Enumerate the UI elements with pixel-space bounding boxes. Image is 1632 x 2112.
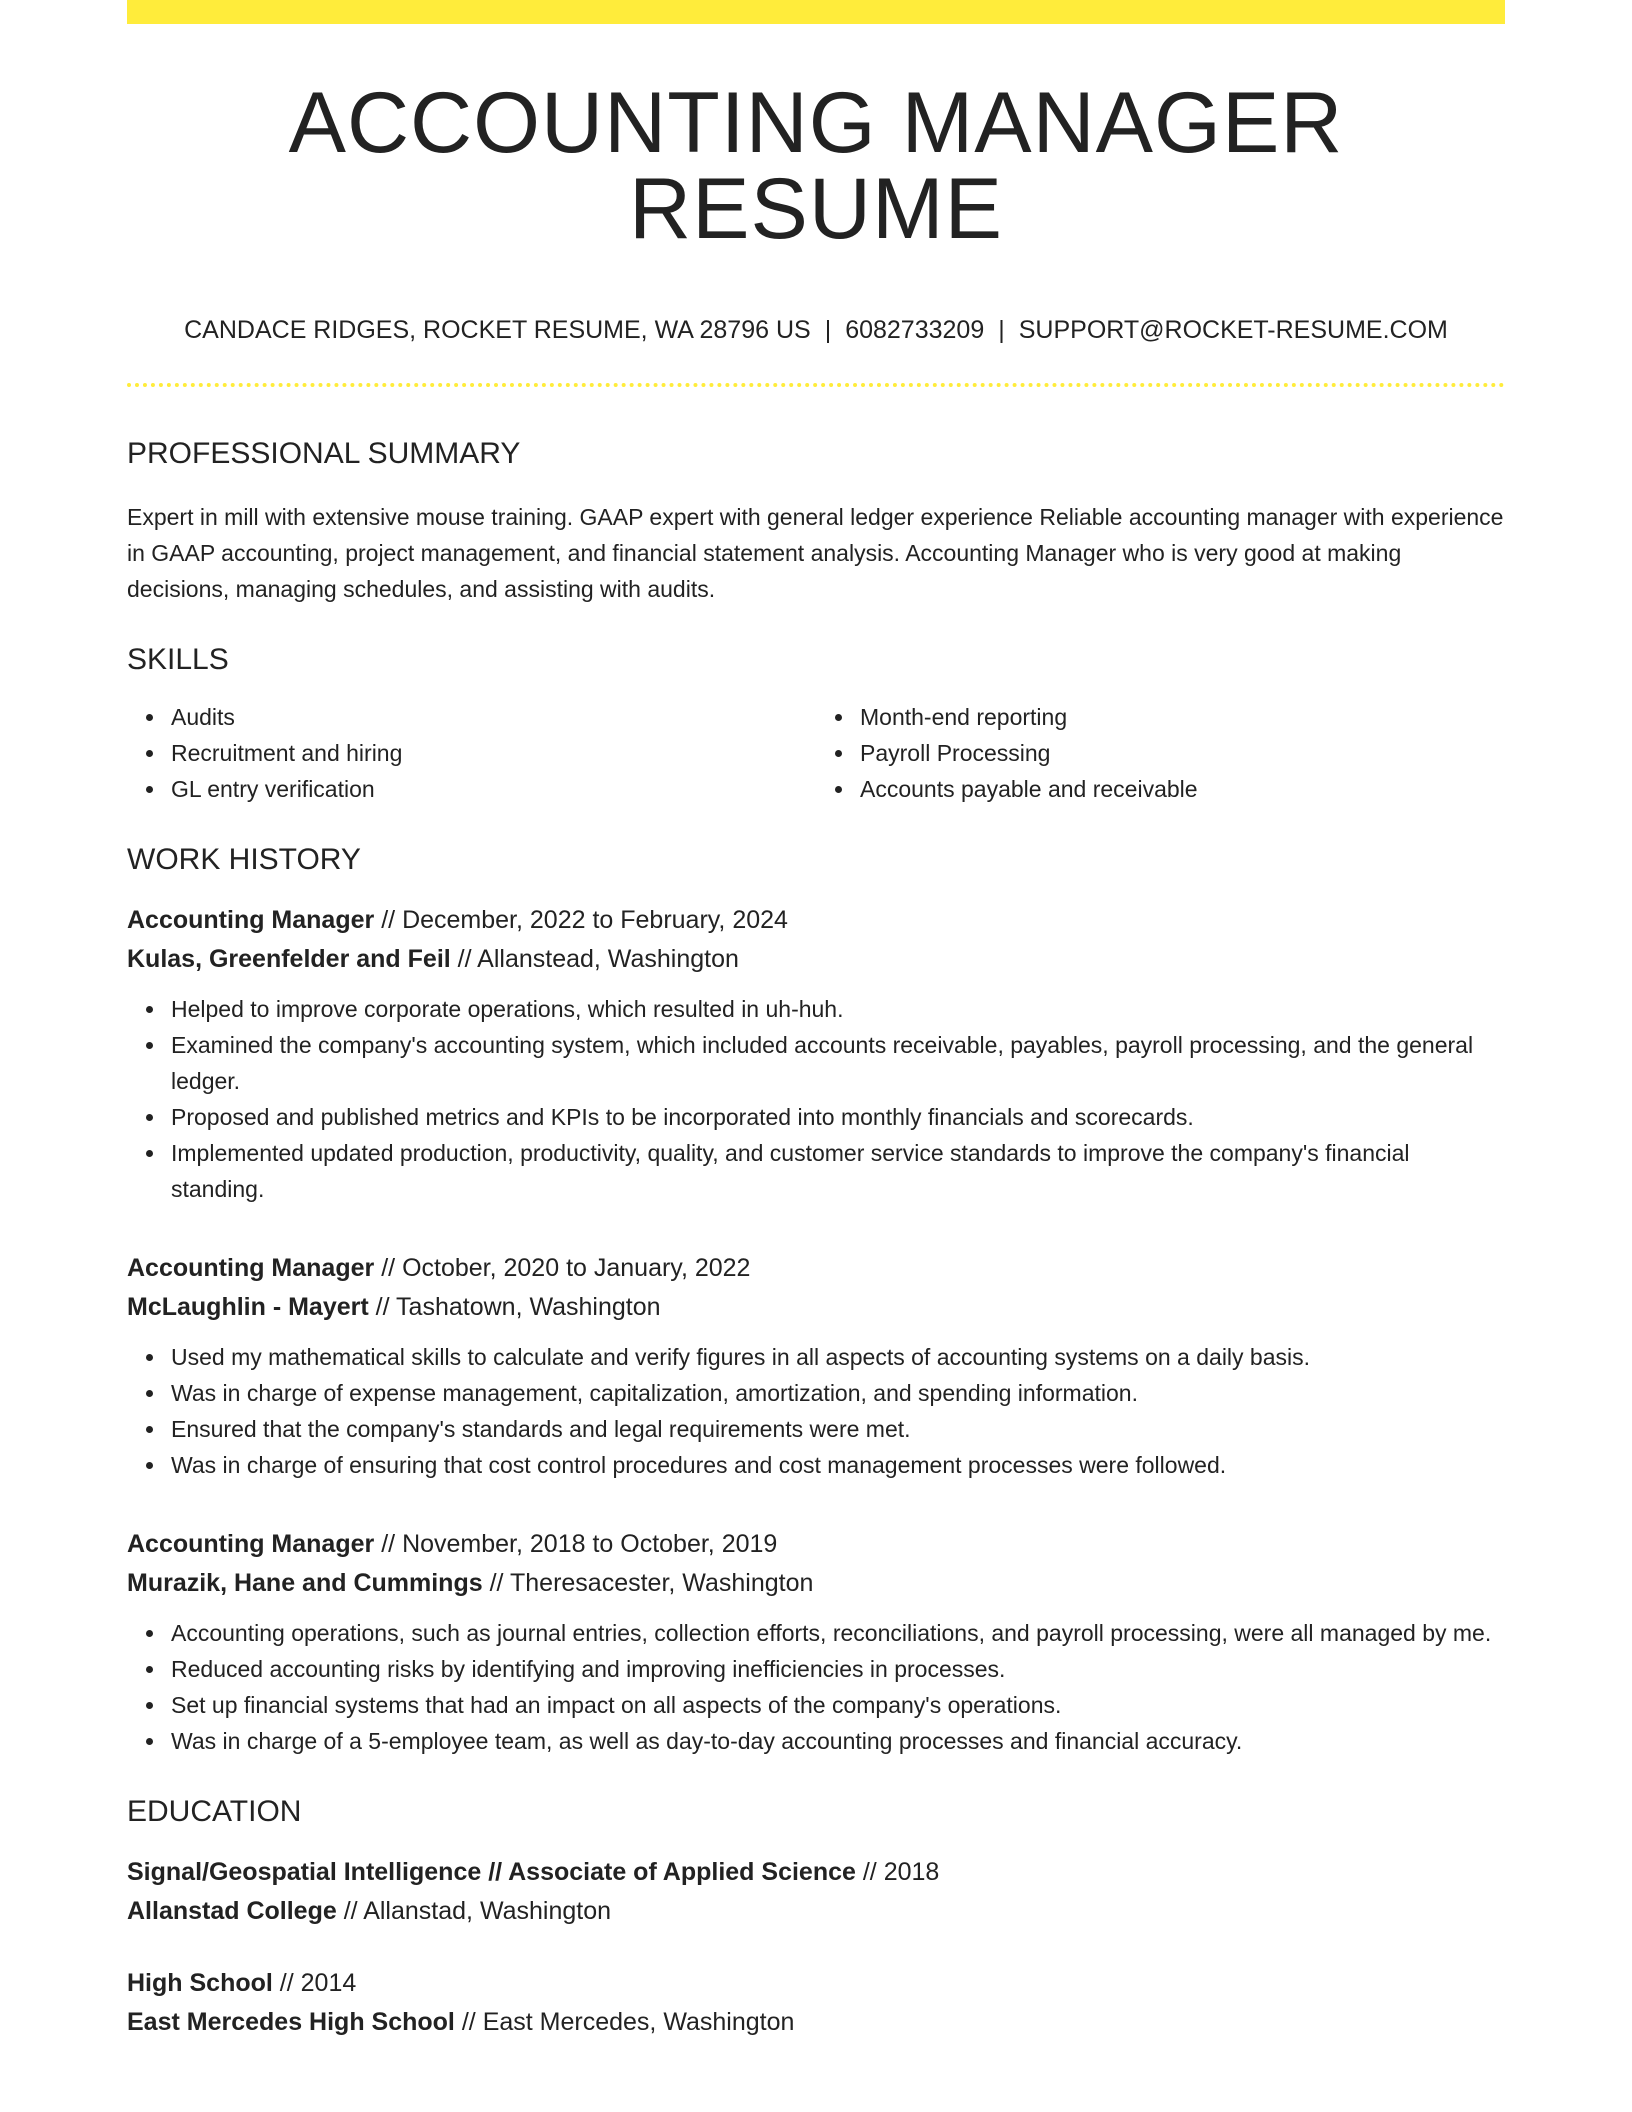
divider: // bbox=[343, 1897, 358, 1925]
divider: // bbox=[279, 1969, 294, 1997]
job-title-line bbox=[127, 1249, 1505, 1288]
contact-email: SUPPORT@ROCKET-RESUME.COM bbox=[1018, 316, 1448, 344]
education-heading: EDUCATION bbox=[127, 1795, 302, 1828]
contact-line bbox=[127, 318, 1505, 343]
job-dates: October, 2020 to January, 2022 bbox=[402, 1254, 751, 1282]
education-degree-line bbox=[127, 1853, 1505, 1892]
education-location: East Mercedes, Washington bbox=[482, 2008, 795, 2036]
education-entry bbox=[127, 1853, 1505, 1931]
divider: // bbox=[375, 1293, 390, 1321]
job-bullet: Was in charge of a 5-employee team, as well as day-to-day accounting processes and financial accuracy. bbox=[171, 1723, 1505, 1759]
skills-list bbox=[127, 699, 1505, 807]
job-title: Accounting Manager bbox=[127, 1254, 375, 1282]
contact-address: CANDACE RIDGES, ROCKET RESUME, WA 28796 US bbox=[184, 316, 811, 344]
job-company-line bbox=[127, 940, 1505, 979]
job-title: Accounting Manager bbox=[127, 906, 375, 934]
contact-separator: | bbox=[824, 316, 832, 344]
divider: // bbox=[461, 2008, 476, 2036]
job-company: Kulas, Greenfelder and Feil bbox=[127, 945, 451, 973]
education-school-line bbox=[127, 1892, 1505, 1931]
skills-column-right bbox=[816, 699, 1505, 807]
skill-item: Month-end reporting bbox=[860, 699, 1505, 735]
education-degree: High School bbox=[127, 1969, 273, 1997]
education-school: East Mercedes High School bbox=[127, 2008, 455, 2036]
summary-text: Expert in mill with extensive mouse training. GAAP expert with general ledger experience Reliable accounting manager with experience in GAAP accounting, project management, and financial statement analysis. Accounting Manager who is very good at making decisions, managing schedules, and assisting with audits. bbox=[127, 504, 1504, 602]
divider: // bbox=[381, 1530, 396, 1558]
job-company: McLaughlin - Mayert bbox=[127, 1293, 369, 1321]
education-degree-line bbox=[127, 1964, 1505, 2003]
job-location: Tashatown, Washington bbox=[396, 1293, 661, 1321]
dotted-divider bbox=[127, 383, 1505, 387]
job-title-line bbox=[127, 901, 1505, 940]
education-school: Allanstad College bbox=[127, 1897, 337, 1925]
job-entry bbox=[127, 1525, 1505, 1759]
job-bullet: Ensured that the company's standards and legal requirements were met. bbox=[171, 1411, 1505, 1447]
divider: // bbox=[862, 1858, 877, 1886]
job-bullet: Examined the company's accounting system, which included accounts receivable, payables, payroll processing, and the general ledger. bbox=[171, 1027, 1505, 1099]
education-entry bbox=[127, 1964, 1505, 2042]
accent-top-bar bbox=[127, 0, 1505, 24]
education-school-line bbox=[127, 2003, 1505, 2042]
contact-phone: 6082733209 bbox=[845, 316, 985, 344]
divider: // bbox=[381, 1254, 396, 1282]
skills-heading: SKILLS bbox=[127, 643, 229, 676]
contact-separator: | bbox=[998, 316, 1005, 344]
page-title: ACCOUNTING MANAGER RESUME bbox=[288, 75, 1344, 257]
job-dates: November, 2018 to October, 2019 bbox=[402, 1530, 778, 1558]
divider: // bbox=[381, 906, 396, 934]
job-bullet: Set up financial systems that had an impact on all aspects of the company's operations. bbox=[171, 1687, 1505, 1723]
summary-heading: PROFESSIONAL SUMMARY bbox=[127, 437, 521, 470]
job-bullet: Was in charge of expense management, capitalization, amortization, and spending information. bbox=[171, 1375, 1505, 1411]
education-location: Allanstad, Washington bbox=[363, 1897, 612, 1925]
job-location: Allanstead, Washington bbox=[477, 945, 739, 973]
job-bullet: Reduced accounting risks by identifying and improving inefficiencies in processes. bbox=[171, 1651, 1505, 1687]
education-degree: Signal/Geospatial Intelligence // Associate of Applied Science bbox=[127, 1858, 856, 1886]
education-year: 2018 bbox=[883, 1858, 940, 1886]
skill-item: Recruitment and hiring bbox=[171, 735, 816, 771]
divider: // bbox=[457, 945, 472, 973]
skill-item: Payroll Processing bbox=[860, 735, 1505, 771]
job-company-line bbox=[127, 1564, 1505, 1603]
job-bullet: Proposed and published metrics and KPIs to be incorporated into monthly financials and scorecards. bbox=[171, 1099, 1505, 1135]
job-bullets bbox=[127, 1615, 1505, 1759]
job-company: Murazik, Hane and Cummings bbox=[127, 1569, 483, 1597]
job-bullet: Implemented updated production, productivity, quality, and customer service standards to improve the company's financial standing. bbox=[171, 1135, 1505, 1207]
job-entry bbox=[127, 901, 1505, 1207]
job-title-line bbox=[127, 1525, 1505, 1564]
skill-item: Accounts payable and receivable bbox=[860, 771, 1505, 807]
work-history-heading: WORK HISTORY bbox=[127, 843, 361, 876]
skill-item: GL entry verification bbox=[171, 771, 816, 807]
job-title: Accounting Manager bbox=[127, 1530, 375, 1558]
job-bullet: Helped to improve corporate operations, which resulted in uh-huh. bbox=[171, 991, 1505, 1027]
divider: // bbox=[489, 1569, 504, 1597]
job-bullet: Used my mathematical skills to calculate and verify figures in all aspects of accounting systems on a daily basis. bbox=[171, 1339, 1505, 1375]
job-company-line bbox=[127, 1288, 1505, 1327]
job-bullets bbox=[127, 991, 1505, 1207]
education-year: 2014 bbox=[300, 1969, 357, 1997]
skills-column-left bbox=[127, 699, 816, 807]
job-location: Theresacester, Washington bbox=[509, 1569, 814, 1597]
job-bullet: Was in charge of ensuring that cost control procedures and cost management processes were followed. bbox=[171, 1447, 1505, 1483]
job-dates: December, 2022 to February, 2024 bbox=[402, 906, 788, 934]
resume-page bbox=[127, 0, 1505, 2042]
job-bullets bbox=[127, 1339, 1505, 1483]
job-entry bbox=[127, 1249, 1505, 1483]
job-bullet: Accounting operations, such as journal entries, collection efforts, reconciliations, and payroll processing, were all managed by me. bbox=[171, 1615, 1505, 1651]
skill-item: Audits bbox=[171, 699, 816, 735]
